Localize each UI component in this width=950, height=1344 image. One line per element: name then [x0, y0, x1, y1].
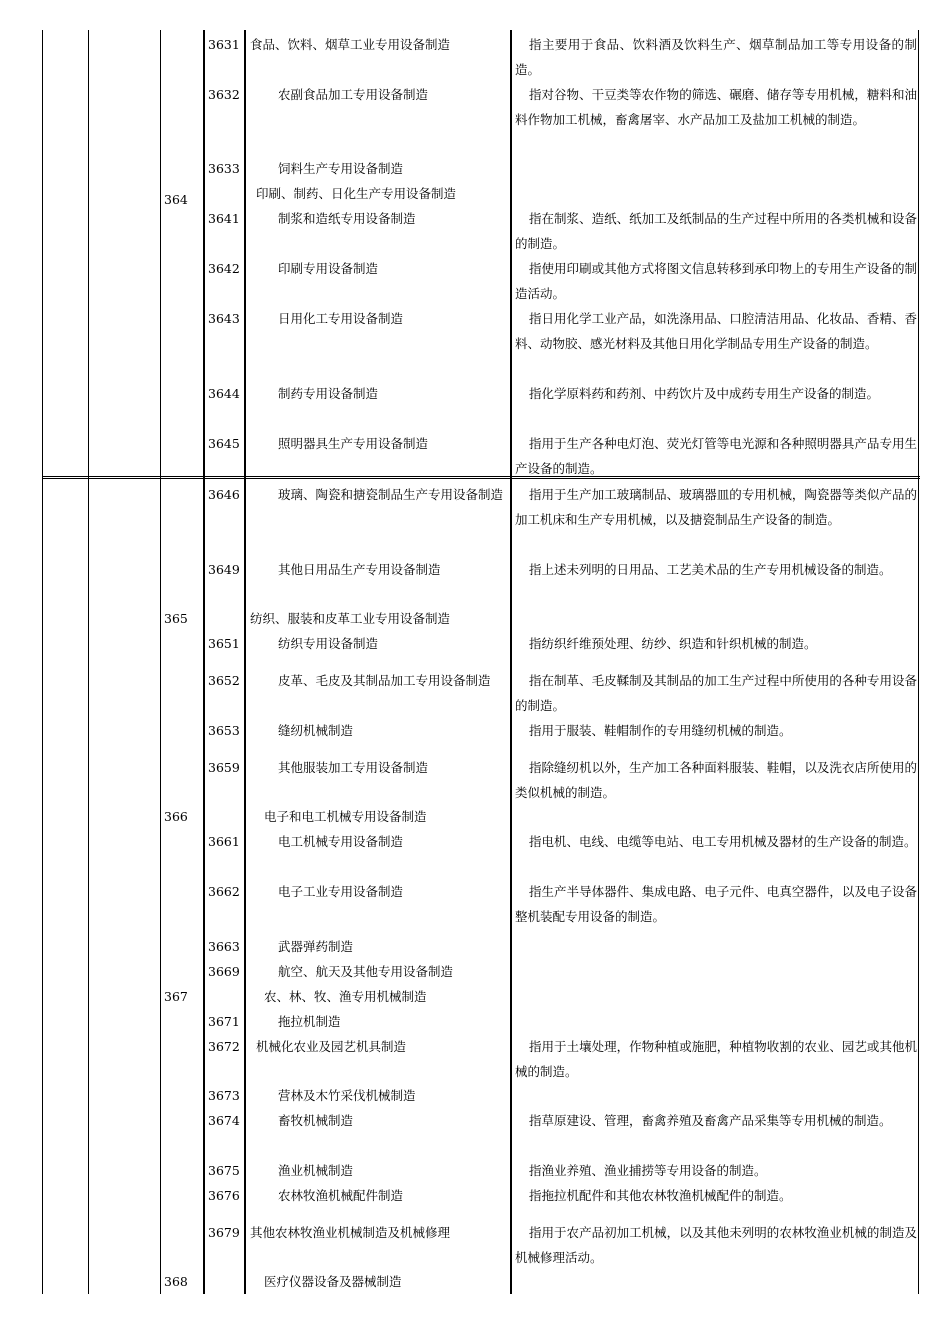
name-cell: 其他农林牧渔业机械制造及机械修理 — [250, 1225, 451, 1240]
description-cell: 指使用印刷或其他方式将图文信息转移到承印物上的专用生产设备的制造活动。 — [515, 261, 917, 301]
column-rule — [88, 30, 89, 1294]
code-cell: 3649 — [208, 562, 240, 577]
name-cell: 航空、航天及其他专用设备制造 — [278, 964, 454, 979]
description-cell: 指用于土壤处理，作物种植或施肥，种植物收割的农业、园艺或其他机械的制造。 — [515, 1039, 917, 1079]
name-cell: 电工机械专用设备制造 — [278, 834, 404, 849]
name-cell: 医疗仪器设备及器械制造 — [264, 1274, 402, 1289]
code-cell: 3651 — [208, 636, 240, 651]
name-cell: 机械化农业及园艺机具制造 — [256, 1039, 407, 1054]
description-cell: 指用于农产品初加工机械，以及其他未列明的农林牧渔业机械的制造及机械修理活动。 — [515, 1225, 917, 1265]
code-cell: 3669 — [208, 964, 240, 979]
column-rule — [244, 30, 246, 1294]
code-cell: 3643 — [208, 311, 240, 326]
description-cell: 指草原建设、管理，畜禽养殖及畜禽产品采集等专用机械的制造。 — [529, 1113, 892, 1128]
name-cell: 电子和电工机械专用设备制造 — [264, 809, 427, 824]
code-cell: 3676 — [208, 1188, 240, 1203]
description-cell: 指上述未列明的日用品、工艺美术品的生产专用机械设备的制造。 — [529, 562, 892, 577]
column-rule — [510, 30, 512, 1294]
description-cell: 指纺织纤维预处理、纺纱、织造和针织机械的制造。 — [529, 636, 817, 651]
code-cell: 3675 — [208, 1163, 240, 1178]
description-cell: 指在制浆、造纸、纸加工及纸制品的生产过程中所用的各类机械和设备的制造。 — [515, 211, 917, 251]
description-cell: 指电机、电线、电缆等电站、电工专用机械及器材的生产设备的制造。 — [529, 834, 917, 849]
code-cell: 3672 — [208, 1039, 240, 1054]
code-cell: 3663 — [208, 939, 240, 954]
description-cell: 指拖拉机配件和其他农林牧渔机械配件的制造。 — [529, 1188, 792, 1203]
name-cell: 印刷、制药、日化生产专用设备制造 — [256, 186, 457, 201]
code-cell: 3673 — [208, 1088, 240, 1103]
code-cell: 3661 — [208, 834, 240, 849]
code-cell: 3662 — [208, 884, 240, 899]
code-cell: 3642 — [208, 261, 240, 276]
code-cell: 3653 — [208, 723, 240, 738]
code-cell: 3646 — [208, 487, 240, 502]
name-cell: 皮革、毛皮及其制品加工专用设备制造 — [278, 673, 491, 688]
name-cell: 畜牧机械制造 — [278, 1113, 354, 1128]
group-code-cell: 368 — [164, 1274, 188, 1289]
group-code-cell: 364 — [164, 192, 188, 207]
code-cell: 3652 — [208, 673, 240, 688]
name-cell: 缝纫机械制造 — [278, 723, 354, 738]
name-cell: 制浆和造纸专用设备制造 — [278, 211, 416, 226]
code-cell: 3632 — [208, 87, 240, 102]
name-cell: 武器弹药制造 — [278, 939, 354, 954]
name-cell: 纺织、服装和皮革工业专用设备制造 — [250, 611, 451, 626]
code-cell: 3631 — [208, 37, 240, 52]
code-cell: 3679 — [208, 1225, 240, 1240]
name-cell: 照明器具生产专用设备制造 — [278, 436, 429, 451]
group-code-cell: 367 — [164, 989, 188, 1004]
name-cell: 营林及木竹采伐机械制造 — [278, 1088, 416, 1103]
name-cell: 饲料生产专用设备制造 — [278, 161, 404, 176]
column-rule — [203, 30, 205, 1294]
group-code-cell: 366 — [164, 809, 188, 824]
column-rule — [160, 30, 161, 1294]
name-cell: 渔业机械制造 — [278, 1163, 354, 1178]
name-cell: 农副食品加工专用设备制造 — [278, 87, 429, 102]
description-cell: 指除缝纫机以外，生产加工各种面料服装、鞋帽，以及洗衣店所使用的类似机械的制造。 — [515, 760, 917, 800]
code-cell: 3633 — [208, 161, 240, 176]
description-cell: 指对谷物、干豆类等农作物的筛选、碾磨、储存等专用机械，糖料和油料作物加工机械，畜禽屠宰、水产品加工及盐加工机械的制造。 — [515, 87, 917, 127]
description-cell: 指主要用于食品、饮料酒及饮料生产、烟草制品加工等专用设备的制造。 — [515, 37, 917, 77]
name-cell: 纺织专用设备制造 — [278, 636, 379, 651]
code-cell: 3645 — [208, 436, 240, 451]
description-cell: 指在制革、毛皮鞣制及其制品的加工生产过程中所使用的各种专用设备的制造。 — [515, 673, 917, 713]
name-cell: 其他服装加工专用设备制造 — [278, 760, 429, 775]
column-rule — [42, 30, 43, 1294]
description-cell: 指渔业养殖、渔业捕捞等专用设备的制造。 — [529, 1163, 767, 1178]
code-cell: 3641 — [208, 211, 240, 226]
name-cell: 其他日用品生产专用设备制造 — [278, 562, 441, 577]
name-cell: 农、林、牧、渔专用机械制造 — [264, 989, 427, 1004]
description-cell: 指用于服装、鞋帽制作的专用缝纫机械的制造。 — [529, 723, 792, 738]
name-cell: 印刷专用设备制造 — [278, 261, 379, 276]
description-cell: 指日用化学工业产品，如洗涤用品、口腔清洁用品、化妆品、香精、香料、动物胶、感光材料及其他日用化学制品专用生产设备的制造。 — [515, 311, 917, 351]
name-cell: 食品、饮料、烟草工业专用设备制造 — [250, 37, 451, 52]
name-cell: 玻璃、陶瓷和搪瓷制品生产专用设备制造 — [278, 487, 504, 502]
name-cell: 日用化工专用设备制造 — [278, 311, 404, 326]
name-cell: 农林牧渔机械配件制造 — [278, 1188, 404, 1203]
description-cell: 指生产半导体器件、集成电路、电子元件、电真空器件，以及电子设备整机装配专用设备的制造。 — [515, 884, 917, 924]
column-rule — [918, 30, 919, 1294]
name-cell: 制药专用设备制造 — [278, 386, 379, 401]
description-cell: 指用于生产加工玻璃制品、玻璃器皿的专用机械，陶瓷器等类似产品的加工机床和生产专用机械，以及搪瓷制品生产设备的制造。 — [515, 487, 917, 527]
description-cell: 指用于生产各种电灯泡、荧光灯管等电光源和各种照明器具产品专用生产设备的制造。 — [515, 436, 917, 476]
code-cell: 3659 — [208, 760, 240, 775]
code-cell: 3644 — [208, 386, 240, 401]
code-cell: 3671 — [208, 1014, 240, 1029]
code-cell: 3674 — [208, 1113, 240, 1128]
description-cell: 指化学原料药和药剂、中药饮片及中成药专用生产设备的制造。 — [529, 386, 880, 401]
group-code-cell: 365 — [164, 611, 188, 626]
name-cell: 拖拉机制造 — [278, 1014, 341, 1029]
name-cell: 电子工业专用设备制造 — [278, 884, 404, 899]
